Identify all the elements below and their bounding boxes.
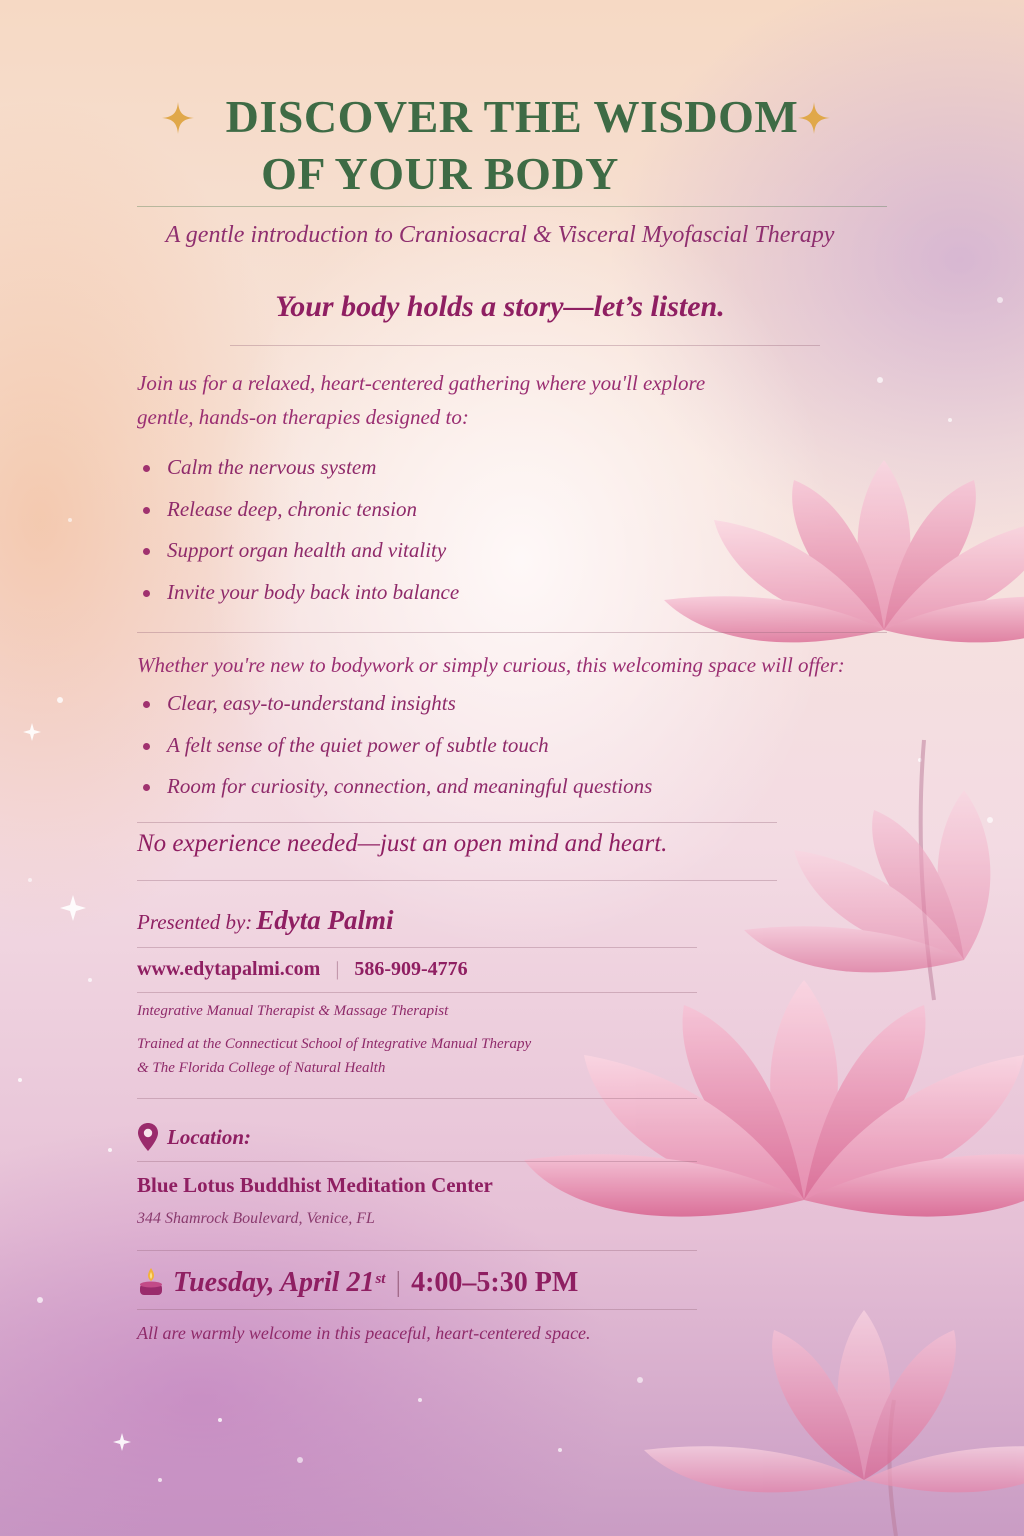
event-day-suffix: st (375, 1270, 386, 1287)
location-label-text: Location: (167, 1124, 251, 1149)
intro-line-1: Join us for a relaxed, heart-centered gathering where you'll explore (137, 371, 706, 395)
section-divider (137, 880, 777, 881)
presenter (137, 905, 394, 936)
map-pin-icon (137, 1122, 159, 1152)
list-item: Calm the nervous system (137, 447, 459, 489)
list-item: Clear, easy-to-understand insights (137, 683, 652, 725)
event-separator: | (395, 1267, 402, 1298)
venue-name: Blue Lotus Buddhist Meditation Center (137, 1173, 493, 1197)
section-divider (137, 947, 697, 948)
event-day: Tuesday, April 21 (173, 1267, 375, 1298)
section-divider (137, 1098, 697, 1099)
list-item: Support organ health and vitality (137, 530, 459, 572)
list-item: Release deep, chronic tension (137, 489, 459, 531)
location-label (137, 1122, 251, 1152)
website-link[interactable]: www.edytapalmi.com (137, 958, 321, 980)
contact-separator: | (335, 958, 340, 980)
training-line-2: & The Florida College of Natural Health (137, 1060, 386, 1076)
offer-list (137, 683, 652, 808)
list-item: Invite your body back into balance (137, 572, 459, 614)
intro-line-2: gentle, hands-on therapies designed to: (137, 405, 469, 429)
list-item: Room for curiosity, connection, and meaningful questions (137, 766, 652, 808)
candle-icon (137, 1266, 165, 1300)
benefits-list (137, 447, 459, 613)
intro-text (137, 366, 897, 434)
tagline-divider (230, 345, 820, 346)
section-divider (137, 1250, 697, 1251)
event-time: 4:00–5:30 PM (411, 1267, 579, 1298)
contact-line (137, 958, 468, 981)
title-divider (137, 206, 887, 207)
presenter-label: Presented by: (137, 910, 253, 934)
section-divider (137, 1161, 697, 1162)
presenter-name: Edyta Palmi (256, 905, 394, 935)
event-datetime (137, 1266, 578, 1300)
venue-address: 344 Shamrock Boulevard, Venice, FL (137, 1210, 375, 1227)
training-line-1: Trained at the Connecticut School of Integrative Manual Therapy (137, 1036, 532, 1052)
title-line-2: OF YOUR BODY (261, 148, 619, 199)
offer-lead: Whether you're new to bodywork or simply curious, this welcoming space will offer: (137, 653, 845, 677)
closing-note: All are warmly welcome in this peaceful, heart-centered space. (137, 1323, 591, 1343)
phone-number[interactable]: 586-909-4776 (354, 958, 468, 980)
list-item: A felt sense of the quiet power of subtle touch (137, 725, 652, 767)
tagline: Your body holds a story—let’s listen. (275, 290, 725, 323)
no-experience-note: No experience needed—just an open mind and heart. (137, 830, 668, 857)
section-divider (137, 632, 887, 633)
subtitle: A gentle introduction to Craniosacral & Visceral Myofascial Therapy (165, 222, 835, 248)
section-divider (137, 1309, 697, 1310)
title-line-1: DISCOVER THE WISDOM (225, 91, 799, 142)
section-divider (137, 992, 697, 993)
presenter-title: Integrative Manual Therapist & Massage Therapist (137, 1003, 449, 1019)
section-divider (137, 822, 777, 823)
